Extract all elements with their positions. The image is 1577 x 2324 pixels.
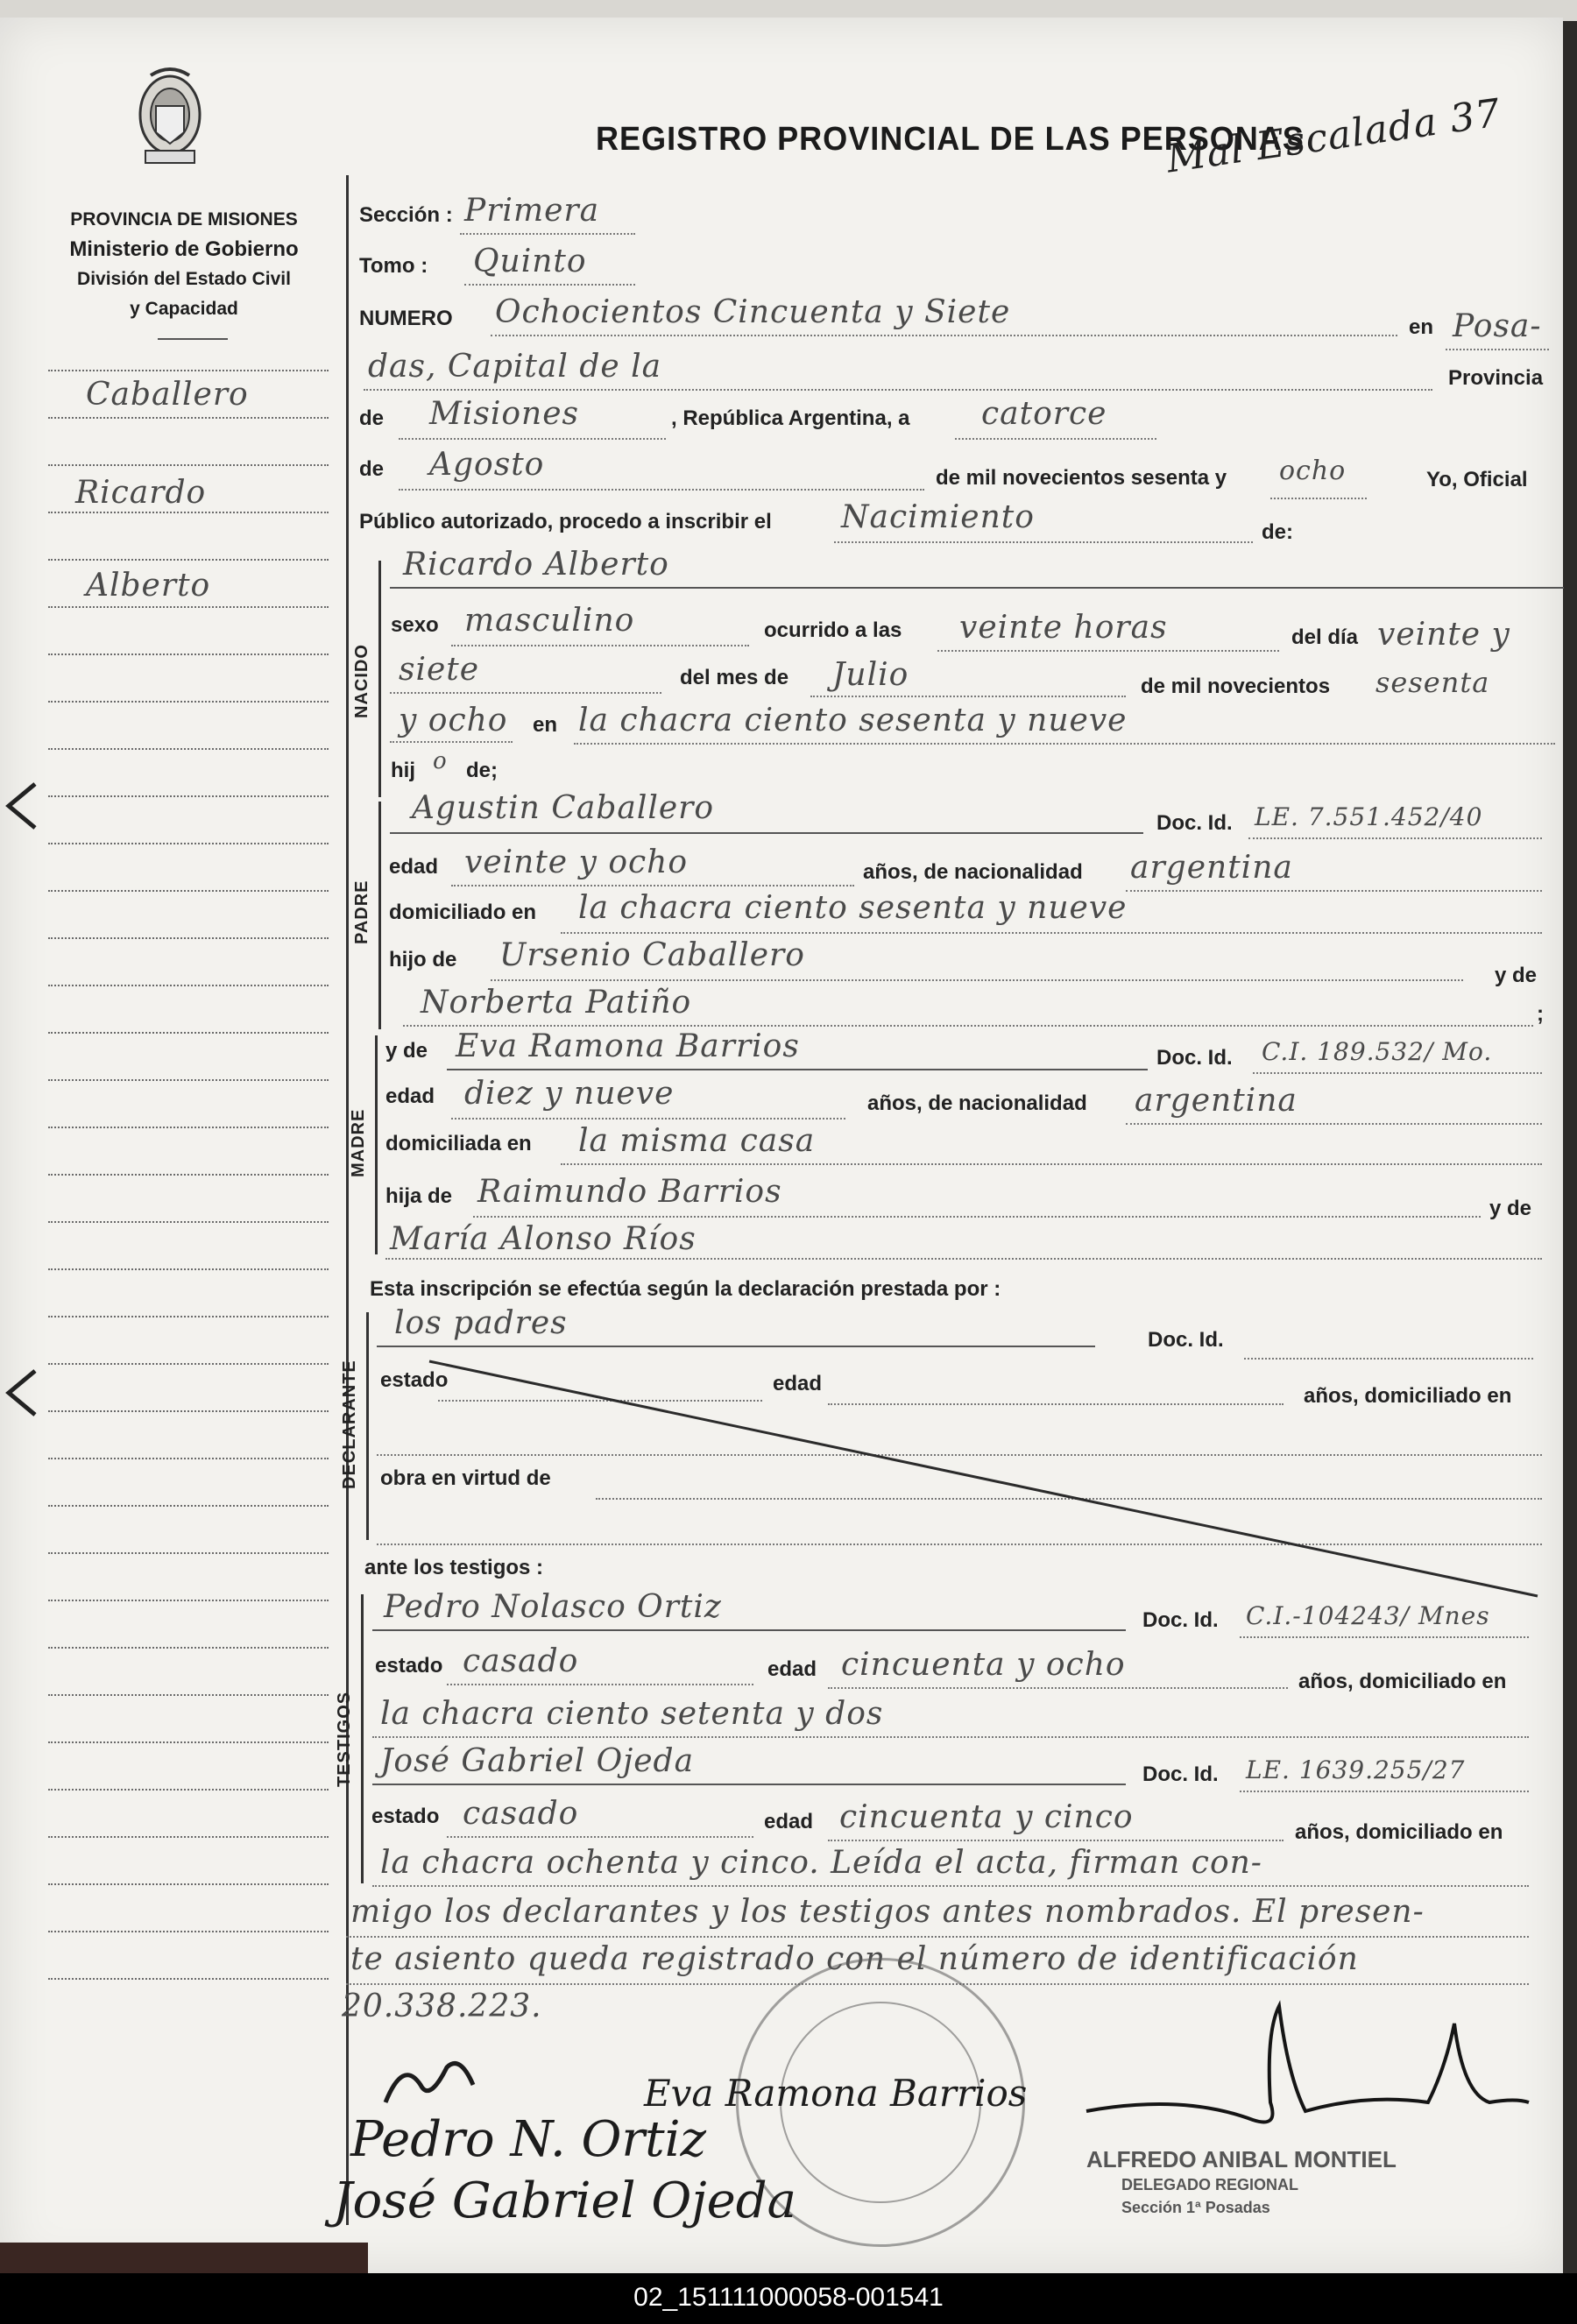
madre-madre-value: María Alonso Ríos	[390, 1221, 697, 1257]
ano-nac-value-2: y ocho	[399, 703, 508, 738]
field-line	[447, 1836, 753, 1838]
padre-hijo-de-label: hijo de	[389, 948, 457, 971]
hijo-suffix: o	[433, 748, 448, 774]
seccion-label: Sección :	[359, 203, 453, 227]
padre-nombre-value: Agustin Caballero	[412, 790, 715, 826]
margin-line	[48, 370, 329, 371]
hora-value: veinte horas	[959, 610, 1168, 646]
field-line	[1126, 1123, 1542, 1125]
testigo1-edad-value: cincuenta y ocho	[841, 1647, 1126, 1683]
testigo1-edad-label: edad	[767, 1657, 817, 1681]
margin-line	[48, 701, 329, 703]
margin-line	[48, 559, 329, 561]
margin-bracket-mark	[0, 1367, 44, 1419]
testigo1-estado-label: estado	[375, 1654, 443, 1678]
margin-line	[48, 1789, 329, 1791]
margin-line	[48, 748, 329, 750]
seccion-value: Primera	[464, 193, 600, 229]
field-line	[403, 1025, 1533, 1027]
testigo2-nombre-line	[372, 1784, 1126, 1785]
declarante-value: los padres	[394, 1305, 568, 1341]
madre-hija-de-label: hija de	[385, 1184, 453, 1208]
corner-note: Mal Escalada 37	[1163, 90, 1504, 182]
field-line	[937, 650, 1279, 652]
ano-nac-value-1: sesenta	[1375, 666, 1490, 699]
closing-line-1: migo los declarantes y los testigos antes nombrados. El presen-	[350, 1894, 1425, 1930]
testigos-bracket	[361, 1594, 364, 1883]
testigo1-estado-value: casado	[463, 1643, 579, 1679]
field-line	[464, 284, 635, 286]
padre-madre-value: Norberta Patiño	[421, 985, 692, 1021]
field-line	[1240, 1636, 1529, 1638]
field-line	[372, 1736, 1529, 1738]
padre-bracket	[378, 802, 381, 1029]
margin-line	[48, 512, 329, 513]
madre-y-de-label-2: y de	[1489, 1197, 1532, 1220]
obra-label: obra en virtud de	[380, 1466, 551, 1490]
margin-line	[48, 890, 329, 892]
tomo-label: Tomo :	[359, 254, 428, 278]
margin-line	[48, 795, 329, 797]
ministry-label: Ministerio de Gobierno	[69, 237, 299, 261]
de-label-2: de	[359, 457, 385, 481]
margin-line	[48, 843, 329, 844]
margin-line	[48, 1741, 329, 1743]
ocurrido-label: ocurrido a las	[764, 618, 902, 642]
issuer-block	[35, 205, 333, 324]
testigo2-doc-value: LE. 1639.255/27	[1246, 1755, 1466, 1784]
field-line	[460, 233, 635, 235]
lugar-value-2: das, Capital de la	[368, 349, 662, 385]
yo-oficial-label: Yo, Oficial	[1426, 468, 1528, 491]
margin-line	[48, 1363, 329, 1365]
field-line	[561, 1163, 1542, 1165]
field-line	[1248, 837, 1542, 839]
madre-dom-value: la misma casa	[578, 1123, 816, 1159]
padre-y-de-label: y de	[1495, 964, 1538, 987]
margin-line	[48, 1032, 329, 1034]
acto-value: Nacimiento	[841, 499, 1035, 535]
margin-line	[48, 1410, 329, 1412]
madre-nac-value: argentina	[1135, 1083, 1298, 1119]
page-title: REGISTRO PROVINCIAL DE LAS PERSONAS	[596, 121, 1305, 158]
margin-surname: Caballero	[86, 377, 249, 413]
field-line	[1240, 1791, 1529, 1792]
field-line	[1270, 498, 1367, 499]
provincia-label: Provincia	[1448, 366, 1544, 390]
margin-line	[48, 1174, 329, 1176]
mes-nac-value: Julio	[832, 657, 909, 693]
field-line	[810, 696, 1126, 697]
margin-line	[48, 937, 329, 939]
header-divider	[158, 338, 228, 340]
margin-bracket-mark	[0, 780, 44, 832]
madre-side-label: MADRE	[349, 1108, 368, 1177]
testigo2-edad-value: cincuenta y cinco	[839, 1799, 1134, 1835]
madre-y-de-label: y de	[385, 1039, 428, 1063]
signature-padre-mark	[377, 2050, 482, 2120]
coat-of-arms-icon	[133, 67, 207, 170]
padre-nombre-line	[390, 832, 1143, 834]
field-line	[364, 389, 1432, 391]
field-line	[561, 932, 1542, 934]
signature-madre: Eva Ramona Barrios	[644, 2072, 1028, 2115]
publico-label: Público autorizado, procedo a inscribir el	[359, 510, 772, 533]
madre-nombre-value: Eva Ramona Barrios	[456, 1028, 800, 1064]
province-label: PROVINCIA DE MISIONES	[70, 209, 298, 230]
field-line	[385, 1258, 1542, 1260]
padre-dom-value: la chacra ciento sesenta y nueve	[578, 890, 1128, 926]
lugar-nac-value: la chacra ciento sesenta y nueve	[578, 703, 1128, 738]
en-label: en	[1409, 315, 1434, 339]
madre-edad-value: diez y nueve	[464, 1076, 675, 1112]
padre-edad-label: edad	[389, 855, 439, 879]
declarante-anos-label: años, domiciliado en	[1304, 1384, 1512, 1408]
margin-line	[48, 1316, 329, 1317]
margin-line	[48, 1552, 329, 1554]
de-colon-label: de:	[1262, 520, 1293, 544]
padre-doc-label: Doc. Id.	[1156, 811, 1233, 835]
testigo1-nombre-value: Pedro Nolasco Ortiz	[384, 1589, 722, 1625]
dia-nac-value-2: siete	[399, 652, 480, 688]
padre-nac-label: años, de nacionalidad	[863, 860, 1083, 884]
margin-line	[48, 1268, 329, 1270]
margin-line	[48, 1883, 329, 1885]
field-line	[473, 1216, 1481, 1218]
padre-nac-value: argentina	[1130, 850, 1293, 886]
provincia-value: Misiones	[429, 396, 580, 432]
official-role: DELEGADO REGIONAL	[1121, 2176, 1299, 2193]
field-line	[574, 743, 1555, 745]
madre-dom-label: domiciliada en	[385, 1132, 532, 1155]
field-line	[1253, 1072, 1542, 1074]
sexo-label: sexo	[391, 613, 439, 637]
margin-line	[48, 1694, 329, 1696]
margin-line	[48, 1836, 329, 1838]
testigo2-dom-value: la chacra ochenta y cinco. Leída el acta, firman con-	[380, 1845, 1262, 1881]
margin-line	[48, 1647, 329, 1649]
field-line	[390, 692, 661, 694]
testigo1-nombre-line	[372, 1629, 1126, 1631]
margin-line	[48, 985, 329, 986]
field-line	[390, 741, 513, 743]
field-line	[399, 489, 924, 491]
field-line	[828, 1687, 1288, 1689]
sexo-value: masculino	[464, 603, 635, 639]
nombre-line	[390, 587, 1564, 589]
field-line	[451, 885, 854, 887]
padre-dom-label: domiciliado en	[389, 901, 537, 924]
de-semi-label: de;	[466, 759, 498, 782]
testigo1-doc-label: Doc. Id.	[1142, 1608, 1219, 1632]
declarante-edad-label: edad	[773, 1372, 823, 1395]
lugar-value-1: Posa-	[1453, 308, 1542, 344]
madre-doc-value: C.I. 189.532/ Mo.	[1262, 1037, 1493, 1066]
margin-line	[48, 1505, 329, 1507]
dia-nac-value-1: veinte y	[1377, 617, 1510, 653]
margin-line	[48, 653, 329, 655]
tomo-value: Quinto	[473, 244, 587, 279]
margin-line	[48, 1127, 329, 1128]
madre-edad-label: edad	[385, 1084, 435, 1108]
field-line	[346, 1936, 1529, 1938]
capacity-label: y Capacidad	[130, 299, 238, 319]
field-line	[447, 1684, 753, 1685]
margin-name2: Alberto	[86, 568, 211, 604]
field-line	[1126, 890, 1542, 892]
signature-testigo2: José Gabriel Ojeda	[333, 2172, 796, 2229]
padre-side-label: PADRE	[352, 879, 371, 944]
madre-nombre-line	[447, 1069, 1148, 1070]
declarante-line	[377, 1346, 1095, 1347]
testigos-side-label: TESTIGOS	[335, 1691, 354, 1787]
margin-divider	[346, 175, 349, 2225]
hijo-label: hij	[391, 759, 415, 782]
testigo2-nombre-value: José Gabriel Ojeda	[380, 1743, 695, 1779]
field-line	[1446, 349, 1549, 350]
mil-novecientos-label: de mil novecientos sesenta y	[936, 466, 1227, 490]
nacido-bracket	[378, 561, 381, 797]
testigo2-estado-label: estado	[371, 1805, 440, 1828]
testigo1-anos-label: años, domiciliado en	[1298, 1670, 1507, 1693]
field-line	[834, 541, 1253, 543]
signature-oficial	[1078, 1997, 1533, 2155]
official-section: Sección 1ª Posadas	[1121, 2199, 1270, 2216]
declarante-side-label: DECLARANTE	[340, 1360, 359, 1489]
birth-certificate-page	[0, 18, 1563, 2273]
numero-value: Ochocientos Cincuenta y Siete	[495, 294, 1011, 330]
margin-line	[48, 1458, 329, 1459]
margin-line	[48, 1978, 329, 1980]
padre-hijo-de-value: Ursenio Caballero	[499, 937, 805, 973]
nacido-side-label: NACIDO	[352, 644, 371, 718]
testigo2-estado-value: casado	[463, 1796, 579, 1832]
margin-line	[48, 1221, 329, 1223]
declarante-bracket	[366, 1312, 369, 1540]
void-strike-line	[412, 1349, 1551, 1612]
padre-doc-value: LE. 7.551.452/40	[1255, 802, 1483, 831]
field-line	[955, 438, 1156, 440]
field-line	[451, 1118, 845, 1120]
margin-line	[48, 606, 329, 608]
madre-bracket	[375, 1035, 378, 1254]
mes-value: Agosto	[429, 447, 545, 483]
field-line	[828, 1840, 1284, 1841]
madre-doc-label: Doc. Id.	[1156, 1046, 1233, 1070]
testigo2-edad-label: edad	[764, 1810, 814, 1833]
madre-nac-label: años, de nacionalidad	[867, 1091, 1087, 1115]
division-label: División del Estado Civil	[77, 269, 291, 289]
padre-edad-value: veinte y ocho	[464, 844, 689, 880]
identification-number: 20.338.223.	[342, 1988, 542, 2024]
background-corner	[0, 2243, 368, 2278]
margin-line	[48, 417, 329, 419]
field-line	[491, 979, 1463, 981]
testigo1-dom-value: la chacra ciento setenta y dos	[380, 1696, 884, 1732]
signature-testigo1: Pedro N. Ortiz	[350, 2111, 707, 2168]
margin-line	[48, 1931, 329, 1932]
testigos-label: ante los testigos :	[364, 1556, 544, 1579]
field-line	[451, 645, 749, 646]
declaracion-label: Esta inscripción se efectúa según la declaración prestada por :	[370, 1277, 1001, 1301]
dia-value: catorce	[981, 396, 1107, 432]
margin-line	[48, 1600, 329, 1601]
field-line	[491, 335, 1397, 336]
nombre-value: Ricardo Alberto	[403, 547, 669, 583]
file-id-label: 02_151111000058-001541	[633, 2283, 944, 2312]
official-name: ALFREDO ANIBAL MONTIEL	[1086, 2146, 1397, 2172]
madre-hija-de-value: Raimundo Barrios	[477, 1174, 782, 1210]
declarante-doc-label: Doc. Id.	[1148, 1328, 1224, 1352]
testigo2-anos-label: años, domiciliado en	[1295, 1820, 1503, 1844]
margin-name1: Ricardo	[75, 475, 207, 511]
testigo2-doc-label: Doc. Id.	[1142, 1762, 1219, 1786]
numero-label: NUMERO	[359, 307, 453, 330]
del-mes-label: del mes de	[680, 666, 789, 689]
ano-value: ocho	[1279, 456, 1347, 486]
padre-semicolon: ;	[1537, 1002, 1544, 1026]
en-label-2: en	[533, 713, 558, 737]
del-dia-label: del día	[1291, 625, 1359, 649]
de-mil-nov-label: de mil novecientos	[1141, 675, 1331, 698]
margin-line	[48, 1079, 329, 1081]
margin-line	[48, 464, 329, 466]
testigo1-doc-value: C.I.-104243/ Mnes	[1246, 1601, 1490, 1630]
republica-label: , República Argentina, a	[671, 406, 910, 430]
de-label: de	[359, 406, 385, 430]
field-line	[399, 438, 666, 440]
closing-line-2: te asiento queda registrado con el número de identificación	[350, 1941, 1359, 1977]
declarante-estado-label: estado	[380, 1368, 449, 1392]
field-line	[372, 1885, 1529, 1887]
